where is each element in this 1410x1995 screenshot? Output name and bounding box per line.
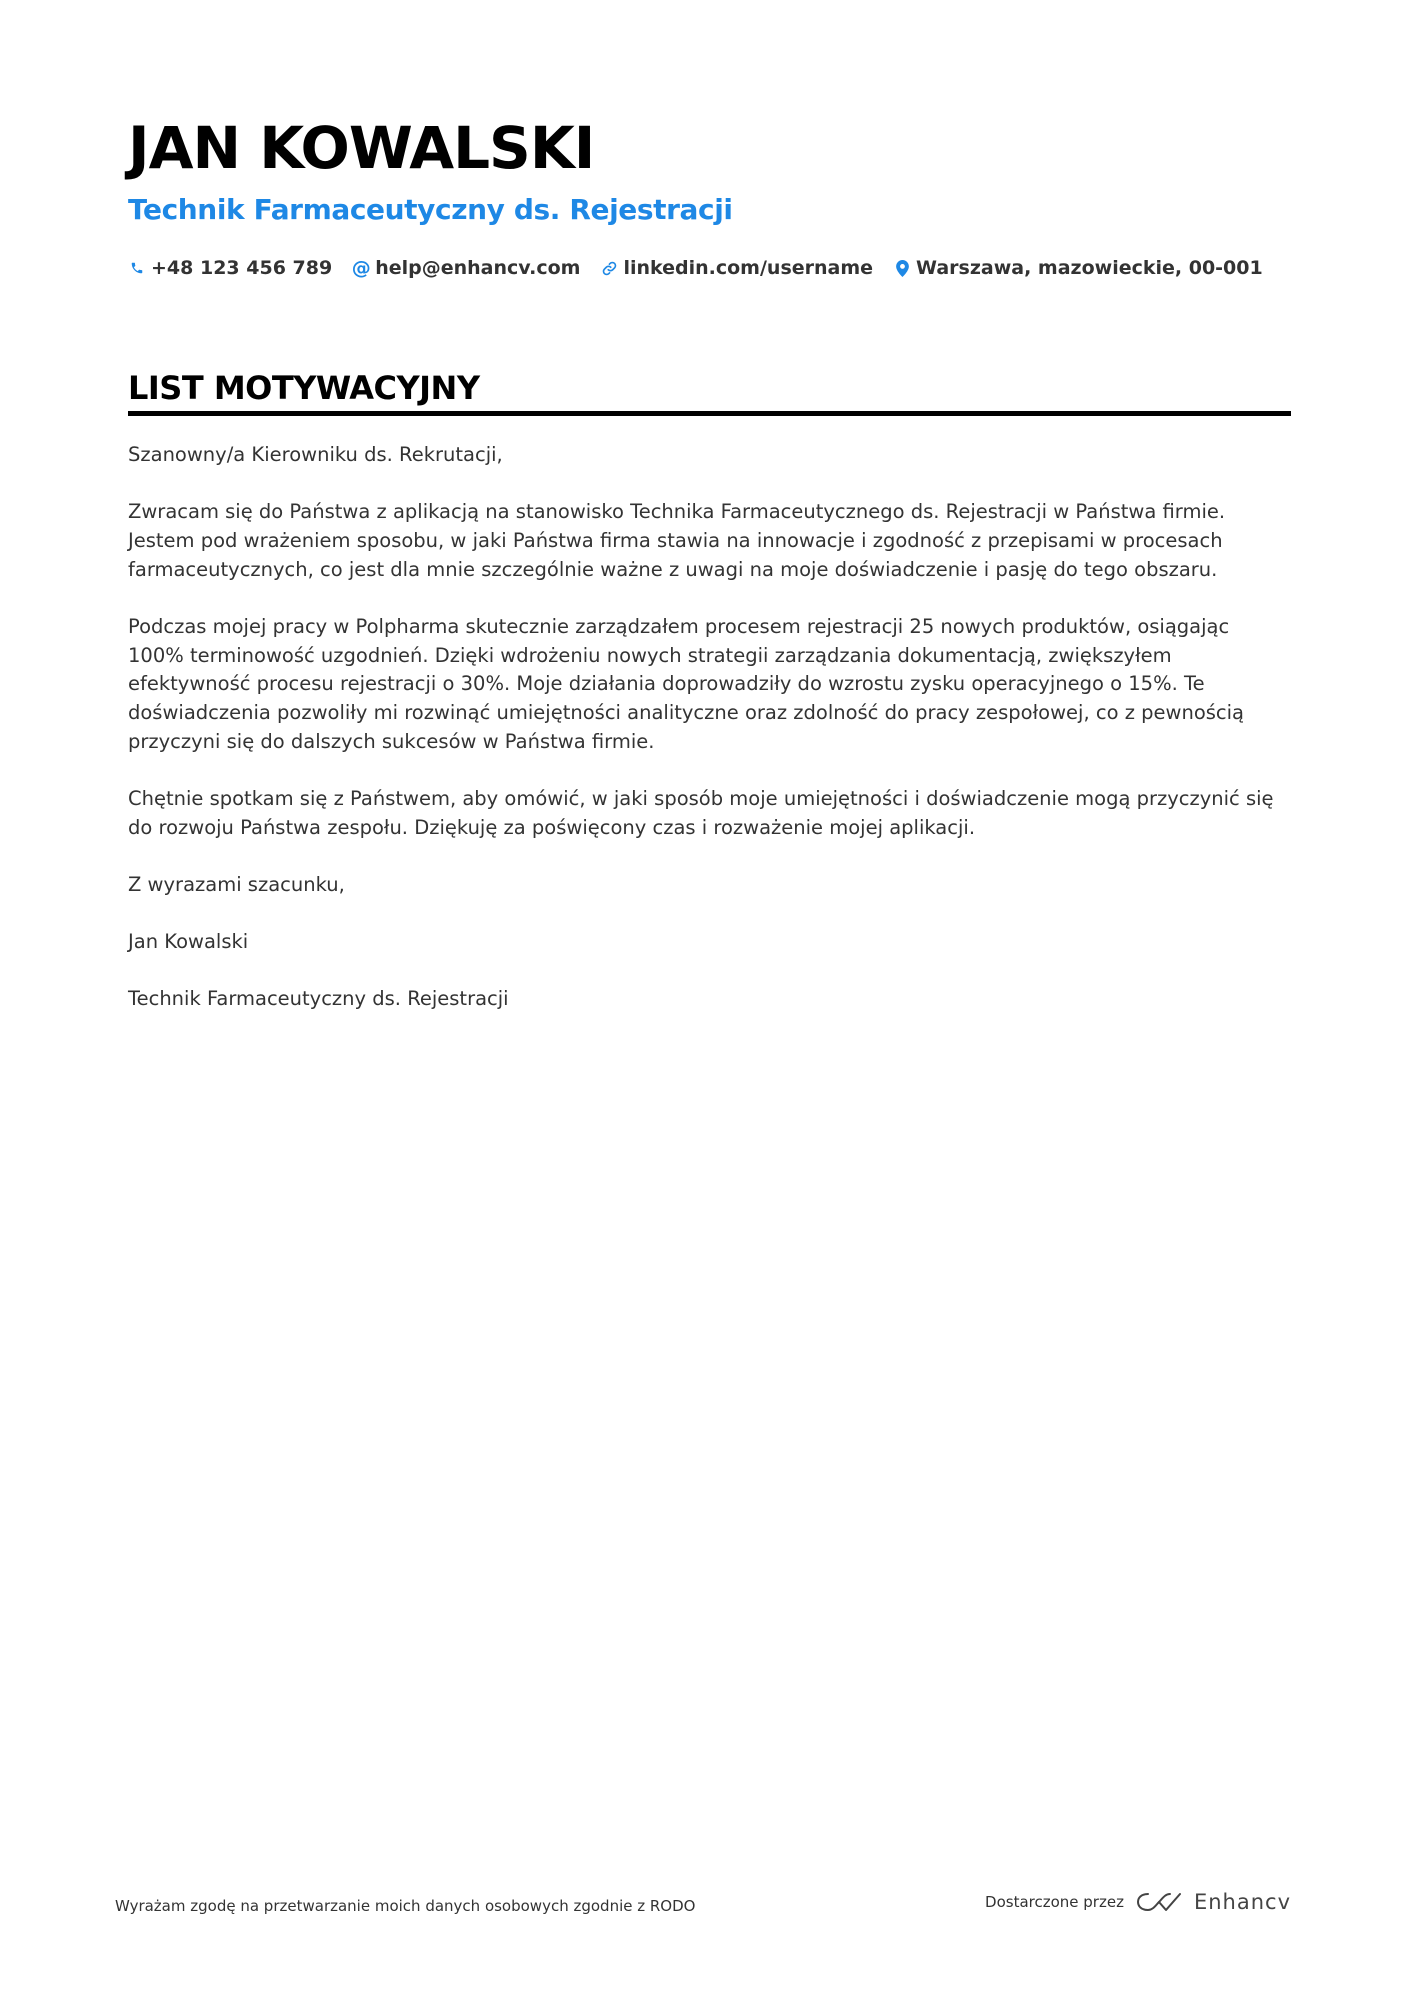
letter-greeting: Szanowny/a Kierowniku ds. Rekrutacji, [128,443,503,466]
contact-location [893,257,1263,279]
signature-title: Technik Farmaceutyczny ds. Rejestracji [128,987,509,1011]
enhancv-brand: Enhancv [1193,1890,1291,1914]
enhancv-logo-icon [1136,1890,1182,1914]
signature-name: Jan Kowalski [128,929,249,953]
letter-paragraph: Chętnie spotkam się z Państwem, aby omówić, w jaki sposób moje umiejętności i doświadczenie mogą przyczynić się do rozwoju Państwa zespołu. Dziękuję za poświęcony czas i rozważenie mojej aplikacji. [128,786,1274,839]
contact-linkedin-text[interactable]: linkedin.com/username [623,257,874,279]
link-icon [600,257,618,279]
letter-paragraph: Zwracam się do Państwa z aplikacją na stanowisko Technika Farmaceutycznego ds. Rejestracji w Państwa firmie. Jestem pod wrażeniem sposobu, w jaki Państwa firma stawia na innowacje i zgodność z przepisami w procesach farmaceutycznych, co jest dla mnie szczególnie ważne z uwagi na moje doświadczenie i pasję do tego obszaru. [128,500,1226,581]
contact-email-text[interactable]: help@enhancv.com [375,257,581,279]
candidate-name: JAN KOWALSKI [128,114,595,182]
map-pin-icon [893,257,911,279]
contact-linkedin[interactable] [600,257,873,279]
gdpr-consent: Wyrażam zgodę na przetwarzanie moich danych osobowych zgodnie z RODO [115,1897,696,1915]
letter-closing: Z wyrazami szacunku, [128,872,345,896]
contact-email[interactable] [352,257,580,279]
candidate-job-title: Technik Farmaceutyczny ds. Rejestracji [128,193,733,226]
contact-location-text: Warszawa, mazowieckie, 00-001 [916,257,1263,279]
at-icon: @ [351,257,371,279]
powered-by[interactable] [985,1890,1291,1914]
section-divider [128,411,1291,416]
powered-by-label: Dostarczone przez [985,1893,1124,1911]
letter-paragraph: Podczas mojej pracy w Polpharma skutecznie zarządzałem procesem rejestracji 25 nowych produktów, osiągając 100% terminowość uzgodnień. Dzięki wdrożeniu nowych strategii zarządzania dokumentacją, zwiększyłem efektywność procesu rejestracji o 30%. Moje działania doprowadziły do wzrostu zysku operacyjnego o 15%. Te doświadczenia pozwoliły mi rozwinąć umiejętności analityczne oraz zdolność do pracy zespołowej, co z pewnością przyczyni się do dalszych sukcesów w Państwa firmie. [128,614,1244,753]
contact-phone [128,257,332,279]
contact-info [128,254,1283,282]
phone-icon [128,257,146,279]
contact-phone-text: +48 123 456 789 [151,257,333,279]
section-title: LIST MOTYWACYJNY [128,369,480,407]
letter-body [128,441,1291,1042]
